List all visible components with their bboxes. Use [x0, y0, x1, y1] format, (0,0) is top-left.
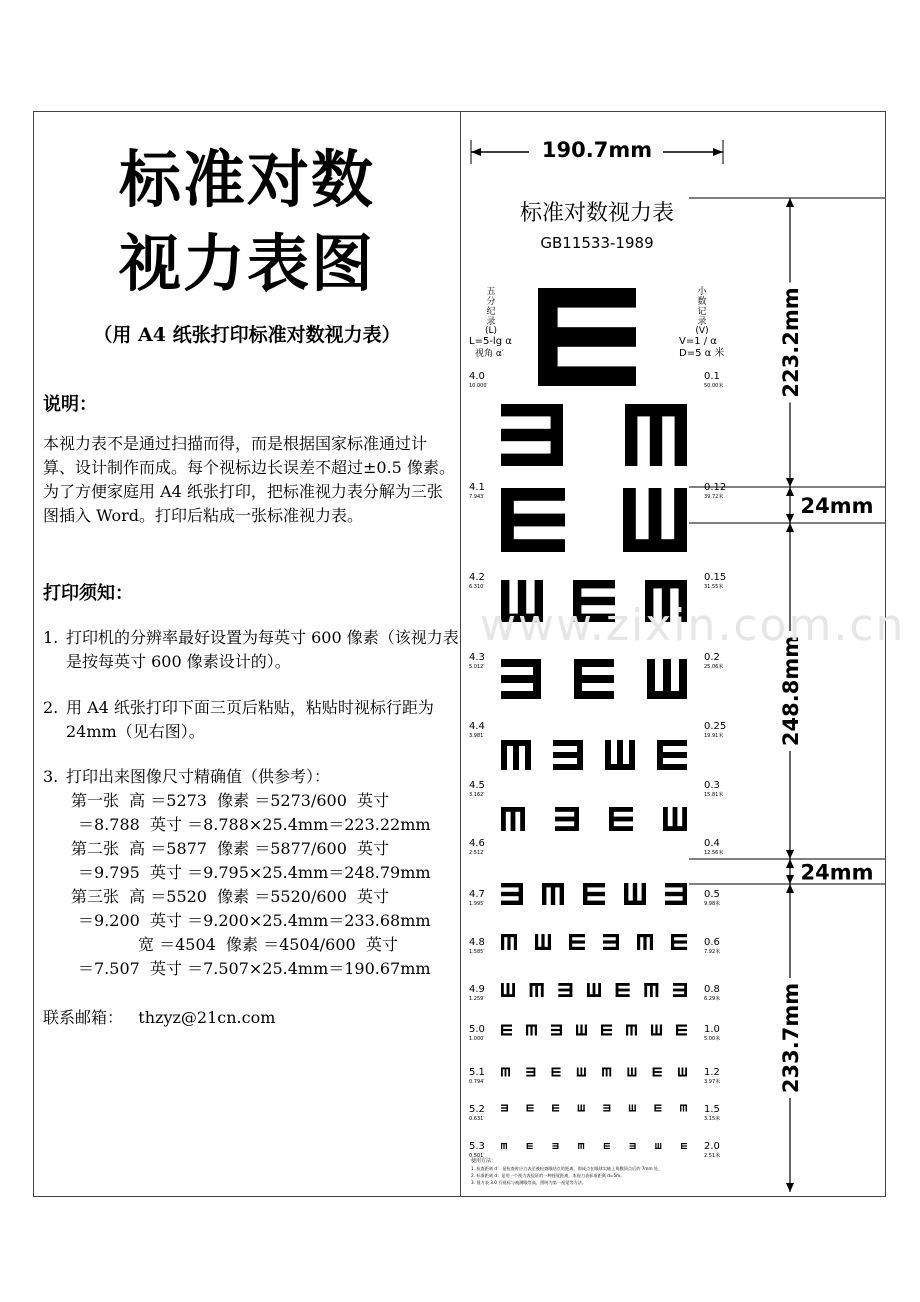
- decimal-value: 0.4: [704, 838, 720, 849]
- optotype-e: [501, 1143, 507, 1149]
- optotype-e: [526, 1068, 535, 1077]
- size-line: 宽 ＝4504 像素 ＝4504/600 英寸: [138, 935, 398, 954]
- size-line: ＝9.795 英寸 ＝9.795×25.4mm＝248.79mm: [78, 863, 431, 882]
- section-heading-print-notes: 打印须知：: [43, 583, 133, 604]
- visual-angle-value: 1.995′: [469, 901, 485, 907]
- distance-value: 12.56米: [704, 850, 724, 856]
- optotype-e: [665, 883, 687, 905]
- optotype-e: [573, 580, 615, 622]
- visual-angle-value: 0.631′: [469, 1116, 485, 1122]
- distance-value: 39.72米: [704, 494, 724, 500]
- optotype-row: [469, 488, 726, 590]
- optotype-e: [671, 934, 687, 950]
- optotype-e: [629, 1105, 636, 1112]
- optotype-e: [501, 807, 525, 831]
- optotype-e: [603, 1105, 610, 1112]
- optotype-e: [538, 288, 636, 386]
- optotype-e: [676, 1025, 687, 1036]
- print-note-item-2: [43, 696, 460, 744]
- five-point-value: 4.1: [469, 482, 485, 493]
- visual-angle-value: 6.310′: [469, 584, 485, 590]
- optotype-e: [555, 807, 579, 831]
- five-point-value: 5.0: [469, 1024, 485, 1035]
- optotype-e: [501, 883, 523, 905]
- optotype-e: [673, 983, 687, 997]
- decimal-value: 0.15: [704, 572, 727, 583]
- distance-value: 5.00米: [704, 1036, 721, 1042]
- optotype-e: [654, 1105, 661, 1112]
- optotype-e: [551, 1025, 562, 1036]
- five-point-value: 5.1: [469, 1067, 485, 1078]
- optotype-e: [577, 1068, 586, 1077]
- visual-angle-value: 2.512′: [469, 850, 485, 856]
- right-header-char: 小: [697, 287, 707, 297]
- five-point-value: 4.0: [469, 371, 485, 382]
- optotype-e: [576, 1025, 587, 1036]
- visual-angle-value: 1.000′: [469, 1036, 485, 1042]
- optotype-row: [469, 1141, 720, 1159]
- decimal-value: 2.0: [704, 1141, 720, 1152]
- optotype-e: [501, 1105, 508, 1112]
- decimal-value: 0.3: [704, 780, 720, 791]
- arrow-down-icon: [786, 478, 794, 487]
- optotype-e: [601, 1025, 612, 1036]
- page-subtitle: （用 A4 纸张打印标准对数视力表）: [93, 324, 401, 346]
- optotype-e: [663, 807, 687, 831]
- right-formula-2: D=5 α 米: [679, 348, 725, 359]
- five-point-value: 4.2: [469, 572, 485, 583]
- visual-angle-value: 3.162′: [469, 792, 485, 798]
- five-point-value: 4.8: [469, 937, 485, 948]
- optotype-e: [535, 934, 551, 950]
- arrow-down-icon: [786, 850, 794, 859]
- optotype-e: [630, 1143, 636, 1149]
- optotype-e: [552, 1143, 558, 1149]
- visual-angle-value: 1.585′: [469, 949, 485, 955]
- optotype-e: [587, 983, 601, 997]
- optotype-e: [558, 983, 572, 997]
- optotype-e: [542, 883, 564, 905]
- optotype-e: [530, 983, 544, 997]
- distance-value: 9.98米: [704, 901, 721, 907]
- optotype-e: [574, 659, 614, 699]
- distance-value: 19.91米: [704, 733, 724, 739]
- five-point-value: 4.3: [469, 652, 485, 663]
- size-line: ＝7.507 英寸 ＝7.507×25.4mm＝190.67mm: [78, 959, 431, 978]
- five-point-value: 4.6: [469, 838, 485, 849]
- email-address[interactable]: thzyz@21cn.com: [138, 1008, 276, 1027]
- optotype-e: [527, 1143, 533, 1149]
- decimal-value: 0.6: [704, 937, 720, 948]
- optotype-e: [678, 1068, 687, 1077]
- optotype-row: [469, 1024, 720, 1042]
- optotype-e: [583, 883, 605, 905]
- optotype-row: [469, 883, 720, 907]
- optotype-row: [469, 1104, 720, 1122]
- usage-notes: [471, 1157, 662, 1186]
- optotype-rows: [469, 288, 726, 1159]
- optotype-e: [624, 883, 646, 905]
- optotype-e: [501, 1068, 510, 1077]
- optotype-e: [657, 740, 687, 770]
- optotype-row: [469, 580, 723, 670]
- contact-email: [43, 1005, 275, 1028]
- optotype-e: [653, 1068, 662, 1077]
- distance-value: 7.92米: [704, 949, 721, 955]
- decimal-value: 0.12: [704, 482, 727, 493]
- dimension-label: 248.8mm: [779, 635, 803, 747]
- five-point-value: 4.4: [469, 721, 485, 732]
- visual-angle-value: 0.501′: [469, 1153, 485, 1159]
- optotype-e: [578, 1105, 585, 1112]
- visual-angle-value: 1.259′: [469, 996, 485, 1002]
- arrow-up-icon: [786, 523, 794, 532]
- description-paragraph: 本视力表不是通过扫描而得，而是根据国家标准通过计算、设计制作而成。每个视标边长误差不超过±0.5 像素。为了方便家庭用 A4 纸张打印，把标准视力表分解为三张图插入 Word。打印后粘成一张标准视力表。: [43, 434, 455, 525]
- print-note-number: 3.: [43, 767, 59, 786]
- optotype-e: [501, 404, 563, 466]
- size-line: ＝8.788 英寸 ＝8.788×25.4mm＝223.22mm: [78, 815, 431, 834]
- dimension-label: 24mm: [800, 494, 874, 518]
- visual-angle-value: 0.794′: [469, 1079, 485, 1085]
- arrow-down-icon: [786, 1183, 794, 1192]
- optotype-e: [501, 934, 517, 950]
- optotype-e: [501, 580, 543, 622]
- optotype-e: [625, 404, 687, 466]
- distance-value: 3.97米: [704, 1079, 721, 1085]
- optotype-e: [569, 934, 585, 950]
- optotype-e: [655, 1143, 661, 1149]
- print-note-text: 打印出来图像尺寸精确值（供参考）：: [66, 767, 331, 786]
- optotype-e: [605, 740, 635, 770]
- visual-angle-value: 7.943′: [469, 494, 485, 500]
- chart-title: 标准对数视力表: [519, 201, 675, 226]
- optotype-e: [552, 1068, 561, 1077]
- print-note-number: 1.: [43, 628, 59, 647]
- five-point-value: 4.5: [469, 780, 485, 791]
- right-header-char: 录: [697, 317, 707, 327]
- arrow-up-icon: [786, 198, 794, 207]
- visual-angle-value: 10.000′: [469, 383, 488, 389]
- decimal-value: 0.25: [704, 721, 727, 732]
- arrow-right-icon: [713, 148, 723, 156]
- optotype-e: [501, 740, 531, 770]
- email-label: 联系邮箱：: [43, 1008, 124, 1027]
- page-title-line2: 视力表图: [118, 227, 375, 300]
- dimension-label: 24mm: [800, 860, 874, 885]
- note-line: 2. 标准距离 d：是用一个视力表验证的一种视觉距离，本视力表标准距离 d=5m。: [471, 1173, 625, 1178]
- right-header-code: (V): [695, 326, 709, 336]
- left-formula-2: 视角 α′: [475, 349, 504, 359]
- optotype-e: [626, 1025, 637, 1036]
- distance-value: 31.55米: [704, 584, 724, 590]
- arrow-left-icon: [471, 148, 481, 156]
- chart-standard: GB11533-1989: [540, 234, 654, 252]
- optotype-e: [681, 1143, 687, 1149]
- left-header-char: 分: [486, 297, 496, 307]
- eye-chart: [461, 112, 885, 1196]
- watermark: www.zixin.com.cn: [480, 600, 906, 651]
- size-line: 第一张 高 ＝5273 像素 ＝5273/600 英寸: [71, 791, 390, 810]
- print-note-text: 打印机的分辨率最好设置为每英寸 600 像素（该视力表是按每英寸 600 像素设计的）。: [66, 628, 459, 671]
- section-heading-description: 说明：: [43, 394, 97, 415]
- optotype-e: [616, 983, 630, 997]
- optotype-e: [501, 659, 541, 699]
- size-line: 第二张 高 ＝5877 像素 ＝5877/600 英寸: [71, 839, 390, 858]
- distance-value: 25.06米: [704, 664, 724, 670]
- optotype-row: [469, 659, 726, 739]
- visual-angle-value: 5.012′: [469, 664, 485, 670]
- arrow-down-icon: [786, 875, 794, 884]
- decimal-value: 1.5: [704, 1104, 720, 1115]
- optotype-e: [651, 1025, 662, 1036]
- decimal-value: 0.2: [704, 652, 720, 663]
- optotype-e: [644, 983, 658, 997]
- print-note-item-3: [43, 765, 460, 789]
- optotype-e: [609, 807, 633, 831]
- print-note-text: 用 A4 纸张打印下面三页后粘贴，粘贴时视标行距为 24mm（见右图）。: [66, 698, 434, 741]
- optotype-e: [645, 580, 687, 622]
- optotype-row: [469, 404, 726, 500]
- arrow-up-icon: [786, 487, 794, 496]
- decimal-value: 0.1: [704, 371, 720, 382]
- optotype-e: [527, 1105, 534, 1112]
- optotype-e: [501, 488, 565, 552]
- size-line: ＝9.200 英寸 ＝9.200×25.4mm＝233.68mm: [78, 911, 431, 930]
- arrow-down-icon: [786, 514, 794, 523]
- note-line: 3. 视力表 3.0 行视标与被测眼等高，照明为第一视觉等方法。: [471, 1180, 587, 1185]
- decimal-value: 0.5: [704, 889, 720, 900]
- optotype-row: [469, 1067, 720, 1085]
- print-note-item-1: [43, 626, 460, 674]
- arrow-up-icon: [786, 884, 794, 893]
- decimal-value: 0.8: [704, 984, 720, 995]
- dimension-label: 233.7mm: [779, 982, 803, 1094]
- optotype-e: [578, 1143, 584, 1149]
- right-header-char: 记: [697, 307, 707, 317]
- right-formula: V=1 / α: [679, 336, 717, 347]
- notes-heading: 使用方法：: [471, 1158, 497, 1164]
- left-formula: L=5-lg α: [469, 336, 512, 347]
- right-header-char: 数: [697, 297, 707, 307]
- optotype-e: [623, 488, 687, 552]
- page-title-line1: 标准对数: [118, 143, 375, 216]
- left-column: [34, 112, 460, 1196]
- optotype-row: [469, 807, 723, 856]
- left-header-char: 录: [486, 317, 496, 327]
- optotype-e: [604, 1143, 610, 1149]
- distance-value: 6.29米: [704, 996, 721, 1002]
- optotype-e: [553, 740, 583, 770]
- distance-value: 3.15米: [704, 1116, 721, 1122]
- decimal-value: 1.2: [704, 1067, 720, 1078]
- optotype-e: [680, 1105, 687, 1112]
- left-header-char: 五: [486, 287, 496, 297]
- optotype-e: [552, 1105, 559, 1112]
- size-line: 第三张 高 ＝5520 像素 ＝5520/600 英寸: [71, 887, 390, 906]
- five-point-value: 5.2: [469, 1104, 485, 1115]
- optotype-e: [501, 1025, 512, 1036]
- optotype-row: [469, 934, 720, 955]
- five-point-value: 4.9: [469, 984, 485, 995]
- distance-value: 15.81米: [704, 792, 724, 798]
- optotype-e: [637, 934, 653, 950]
- optotype-e: [526, 1025, 537, 1036]
- print-note-number: 2.: [43, 698, 59, 717]
- five-point-value: 5.3: [469, 1141, 485, 1152]
- optotype-row: [469, 983, 720, 1002]
- distance-value: 2.51米: [704, 1153, 721, 1159]
- arrow-up-icon: [786, 859, 794, 868]
- eye-chart-panel: [461, 112, 885, 1196]
- dimension-label: 223.2mm: [779, 287, 803, 398]
- optotype-row: [469, 740, 723, 798]
- distance-value: 50.00米: [704, 383, 724, 389]
- left-header-code: (L): [484, 326, 498, 336]
- note-line: 1. 检查距离 d′：是检查时应力表至被检查眼结点的距离，即成点在眼球实轴上角膜顶点后约 7mm 处。: [471, 1166, 663, 1171]
- optotype-e: [647, 659, 687, 699]
- decimal-value: 1.0: [704, 1024, 720, 1035]
- optotype-e: [627, 1068, 636, 1077]
- left-header-char: 纪: [486, 307, 496, 317]
- optotype-e: [603, 934, 619, 950]
- five-point-value: 4.7: [469, 889, 485, 900]
- visual-angle-value: 3.981′: [469, 733, 485, 739]
- optotype-e: [602, 1068, 611, 1077]
- width-label: 190.7mm: [541, 138, 653, 162]
- optotype-e: [501, 983, 515, 997]
